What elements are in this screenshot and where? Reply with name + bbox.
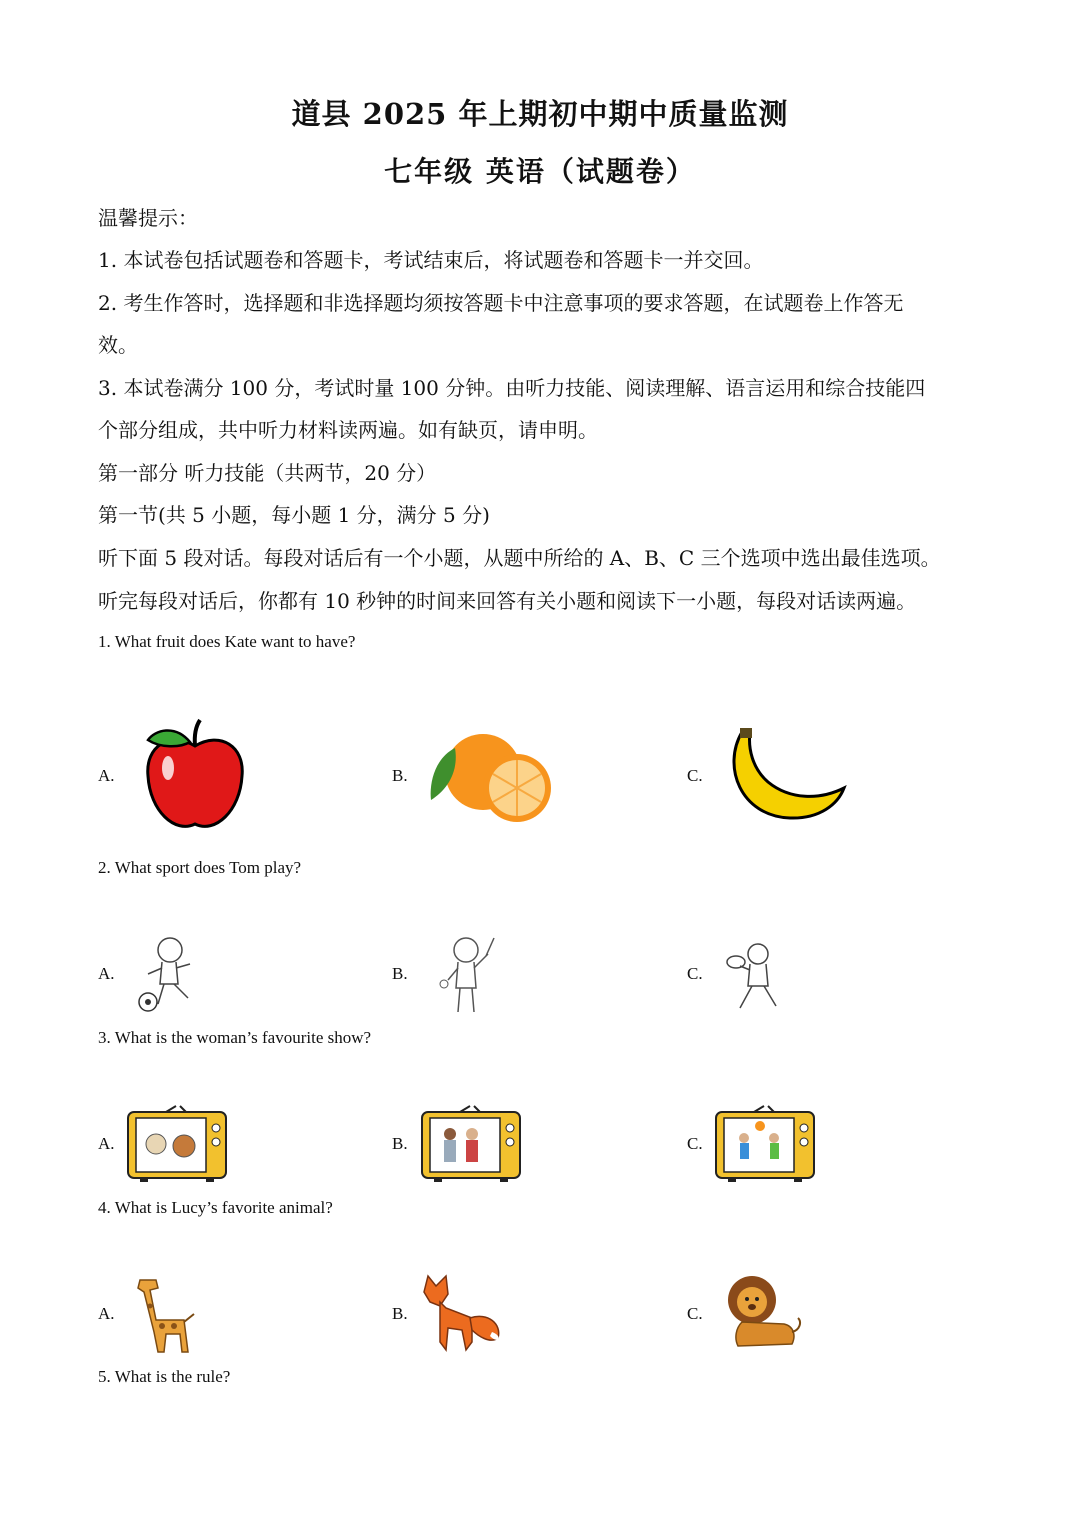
q3-option-c-label: C. <box>687 1134 703 1153</box>
q4-option-a-label: A. <box>98 1304 115 1323</box>
q1-option-a-label: A. <box>98 766 115 785</box>
giraffe-icon <box>126 1272 200 1356</box>
q1-option-c-label: C. <box>687 766 703 785</box>
banana-icon <box>720 726 848 824</box>
tennis-boy-icon <box>722 940 788 1014</box>
baseball-boy-icon <box>436 934 500 1018</box>
notice-item-3: 3. 本试卷满分 100 分，考试时量 100 分钟。由听力技能、阅读理解、语言运用和综合技能四 <box>98 376 926 400</box>
q2-option-c-label: C. <box>687 964 703 983</box>
notice-item-2-cont: 效。 <box>98 333 138 357</box>
orange-icon <box>425 728 557 826</box>
tv-animals-icon <box>126 1104 228 1184</box>
q3-option-a-label: A. <box>98 1134 115 1153</box>
question-3: 3. What is the woman’s favourite show? <box>98 1028 372 1047</box>
lion-icon <box>722 1272 802 1354</box>
question-1: 1. What fruit does Kate want to have? <box>98 632 356 651</box>
section-part-heading: 第一部分 听力技能（共两节，20 分） <box>98 461 437 485</box>
question-2: 2. What sport does Tom play? <box>98 858 302 877</box>
question-5: 5. What is the rule? <box>98 1367 231 1386</box>
notice-item-1: 1. 本试卷包括试题卷和答题卡，考试结束后，将试题卷和答题卡一并交回。 <box>98 248 764 272</box>
tv-people-icon <box>420 1104 522 1184</box>
section-instruction-1: 听下面 5 段对话。每段对话后有一个小题，从题中所给的 A、B、C 三个选项中选出最佳选项。 <box>98 546 941 570</box>
q4-option-c-label: C. <box>687 1304 703 1323</box>
question-4: 4. What is Lucy’s favorite animal? <box>98 1198 333 1217</box>
page-title: 道县 2025 年上期初中期中质量监测 <box>291 97 789 131</box>
q1-option-b-label: B. <box>392 766 408 785</box>
notice-item-2: 2. 考生作答时，选择题和非选择题均须按答题卡中注意事项的要求答题，在试题卷上作答无 <box>98 291 904 315</box>
section-subsection-heading: 第一节(共 5 小题，每小题 1 分，满分 5 分) <box>98 503 490 527</box>
apple-icon <box>140 716 250 836</box>
q4-option-b-label: B. <box>392 1304 408 1323</box>
q2-option-b-label: B. <box>392 964 408 983</box>
section-instruction-2: 听完每段对话后，你都有 10 秒钟的时间来回答有关小题和阅读下一小题，每段对话读两遍。 <box>98 589 917 613</box>
tv-sports-icon <box>714 1104 816 1184</box>
q2-option-a-label: A. <box>98 964 115 983</box>
page-subtitle: 七年级 英语（试题卷） <box>384 155 696 188</box>
notice-item-3-cont: 个部分组成，共中听力材料读两遍。如有缺页，请申明。 <box>98 418 598 442</box>
fox-icon <box>418 1272 502 1354</box>
soccer-boy-icon <box>132 934 204 1016</box>
q3-option-b-label: B. <box>392 1134 408 1153</box>
notice-heading: 温馨提示： <box>98 206 198 230</box>
